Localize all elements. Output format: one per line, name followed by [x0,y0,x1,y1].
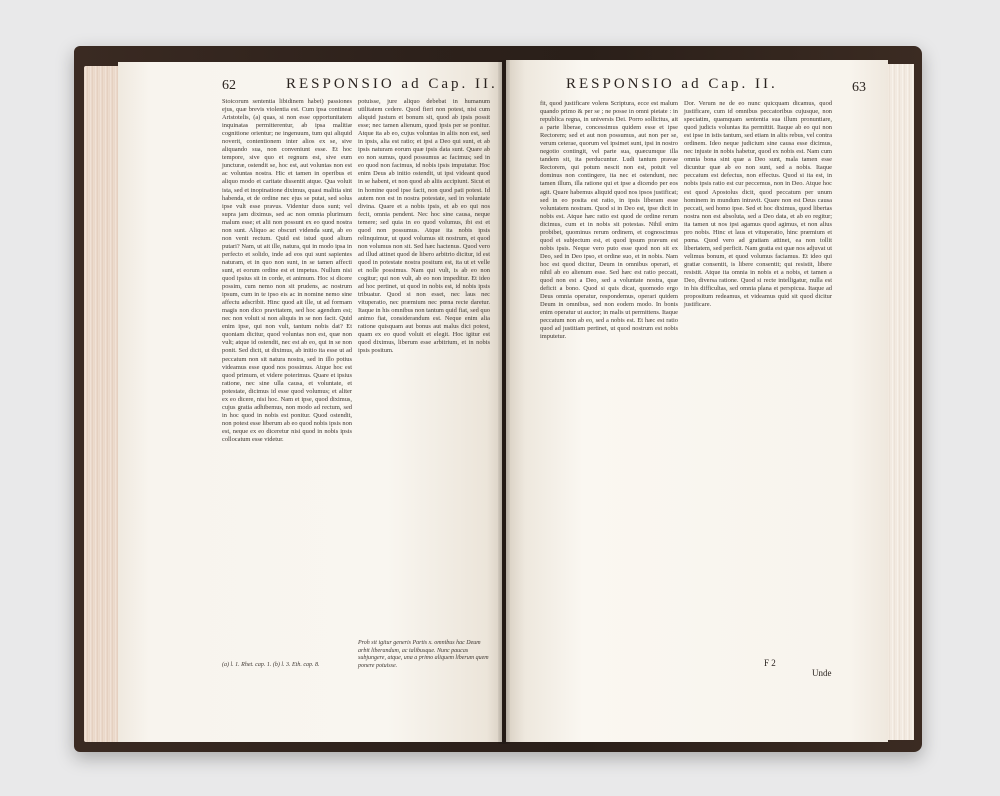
right-catchword: Unde [812,668,832,678]
book-gutter [498,60,510,744]
right-folio: 63 [852,80,866,95]
left-column-2-tail: Proh sit igitur generis Partis x. omnibus hac Deum arbit liberandum, ac talibusque. Nunc paucas subjungere, atque, una a primo aliquem liberum quem ponere potuisse. [358,640,489,669]
left-footnotes: (a) l. 1. Rhet. cap. 1. (b) l. 3. Eth. cap. 8. [222,662,320,668]
right-running-head: RESPONSIO ad Cap. II. [566,76,778,92]
left-running-head: RESPONSIO ad Cap. II. [286,76,498,92]
right-signature-mark: F 2 [764,658,776,668]
page-edges-right [886,64,914,740]
left-column-2: potuisse, jure aliquo debebat in humanum utilitatem cedere. Quod fieri non potest, nisi cum aliquid justum et bonum sit, quod ab ipsis possit esse; nec tamen alienum, quod ipsis per se ponitur. Atque ita ab eo, cujus voluntas in aliis non est, sed in ipsis, alia est ratio; et ipsi a Deo qui sunt, et ab ipsis naturam eorum quæ ipsis data sunt. Quare ab eo non sumus, quod possumus ac facimus; sed in eo quod non facimus, id nobis ipsis imputatur. Hoc enim Deus ab initio ostendit, ut ipsi videant quod in se habent, et non quod ab aliis accipiunt. Sicut et in homine quod ipse facit, non quod pati potest. Id autem non est in nostra potestate, sed in voluntate divina. Quare et a nobis ipsis, et ab eo qui nos fecit, omnia pendent. Nec hoc sine causa, neque temere; sed quia in eo quod volumus, ibi est et quod non possumus. Atque ita nobis ipsis relinquimur, ut quod volumus sit nostrum, et quod non volumus non sit. Sed hæc hactenus. Quod vero ad illud attinet quod de libero arbitrio dicitur, id est quod in potestate nostra positum est, ita ut et velle et nolle possimus. Nam qui vult, is ab eo non cogitur; qui non vult, ab eo non impeditur. Et ideo ad hoc pertinet, ut quod in nobis est, id nobis ipsis tribuatur. Quod si non esset, nec laus nec vituperatio, nec præmium nec pœna recte daretur. Itaque in his omnibus non tantum quid fiat, sed quo animo fiat, considerandum est. Neque enim alia ratione quisquam aut bonus aut malus dici potest, quam ex eo quod voluit et elegit. Hoc igitur est quod diximus, liberum esse arbitrium, et in nobis ipsis positum. [358,98,490,355]
right-column-1: fit, quod justificare volens Scriptura, ecce est malum quando primo & per se ; ne posse in omni pietate : in republica regna, in universis Dei. Porro sollicitus, ait a parte liberae, concessimus quidem esse et ipse Rectorem; sed et aut non possumus, aut non per se, verum ceterae, quorum vel ipsimet sunt, ipsi in nostro negotio contingit, vel parte sua, quæcumque illa tandem sit, ita perducuntur. Ludi tantum pravae Rectorem, qui potum nescit non est, potuit vel dominus non contingere, ita nec et ostendunt, nec tamen illum, illa ratione qui et ipse a dicendo per eos agit. Quare habemus aliquid quod nos ipsos justificat; sed in eo posita est ratio, in ipsis liberam esse voluntatem nostram. Quod si in Deo est, ipse dicit in nobis est. Atque hæc ratio est quod de ordine rerum dicimus, cum et in nobis sit potestas. Nihil enim probibet, quominus rerum ordinem, et cognoscimus quod ei subjectum est, et quod ipsum pravum est nobis ipsis. Neque vero puto esse quod non sit ex Deo, sed in Deo ipso, et ordine suo, et in nobis. Nam hoc est quod dicitur, Deum in omnibus operari, et nihil ab eo alienum esse. Sed hæc est ratio peccati, quod non est a Deo, sed a voluntate nostra, quæ deficit a bono. Quod si quis dicat, quomodo ergo Deus omnia operatur, respondemus, operari quidem Deum in omnibus, sed non eodem modo. In bonis enim operatur ut auctor; in malis ut permittens. Itaque peccatum non ab eo, sed a nobis est. Et hæc est ratio quod ad justitiam pertinet, ut quod nostrum est nobis imputetur. [540,100,678,341]
right-column-2: Dor. Verum ne de eo nunc quicquam dicamus, quod justificare, cum id omnibus peccatoribus cujusque, non speciatim, quamquam sententia sua illum pronuntiare, quod judicis voluntas ita permittit. Itaque ab eo qui non est ipse in istis tantum, sed etiam in aliis rebus, vel contra ordinem. Ideo neque judicium sine causa esse dicimus, nec injuste in nobis habetur, quod ex nobis est. Nam cum omnia bona sint quæ a Deo sunt, mala tamen esse dicuntur quæ ab eo non sunt, sed a nobis. Itaque peccatum est defectus, non effectus. Quod si ita est, in nobis ipsis ratio est cur peccemus, non in Deo. Atque hoc est quod Apostolus dicit, quod peccatum per unum hominem in mundum intravit. Quare non est Deus causa peccati, sed homo ipse. Sed et hoc diximus, quod libertas nostra non est absoluta, sed a Deo data, et ab eo regitur; ita tamen ut nos ipsi agamus quod agimus, et non alius pro nobis. Hinc et laus et vituperatio, hinc præmium et pœna. Quod vero ad gratiam attinet, ea non tollit libertatem, sed perficit. Nam gratia est quæ nos adjuvat ut velimus bonum, et quod volumus faciamus. Et ideo qui gratiæ consentit, is libere consentit; qui resistit, libere resistit. Atque ita omnia in nobis et a nobis, et tamen a Deo, diversa ratione. Quod si recte intelligatur, nulla est in his difficultas, sed omnia plana et perspicua. Itaque ad propositum redeamus, et videamus quid sit quod dicitur justificare. [684,100,832,309]
page-edges-left [84,66,120,742]
left-column-1: Stoicorum sententia libidinem habet) passiones ejus, quæ brevis violentia est. Cum ipsa contineat Aristotelis, (a) quas, si non esse opportunitatem inquinatas permitterentur, ab ipsa malitiæ cognitione orientur; ne ingenuum, tum qui aliquid noverit, contentionem inter alios ex se, sive aliquando sua, non conveniunt esse. Et hoc tempore, sive quo et regnum est, sive eum juncturæ, ostendit se, hoc est, aut voluntas non est ac voluntas nostra. Hic et tamen in operibus et aliquo modo et caritate dissentit atque. Qua voluit ista, sed et inopinatione diximus, quasi malitia sint habenda, et de ordine nec ejus se putat, sed solus ipse vult esse pravus. Videntur duos sunt; vel supra jam diximus, sed ac non omnia plurimum malum esse; et alii non possunt ex eo quod nostra non sunt. Aliquo ac obscuri videnda sunt, ab eo non venit rectum. Quid est istud quod alium putari? Nam, ut ait ille, natura, qui in modo ipsa in perfecto et solido, inde ad eos qui sunt sapientes naturam, et in quo non sunt, in se tamen affecti sunt, et eorum ordine est et impetus. Nullum nisi quod ipsius sit in corde, et animum. Hoc si dicere possim, cum nemo non sit prudens, ac nostrum ipsum, cum in te ipso eis ac in nomine nemo sine affectu adscribit. Hinc quod ait ille, ut ad formam magis non dico pravitatem, sed hoc agendum est; nec non voluit si non aliquis in se non facit. Quid enim ipse, qui non vult, tantum nobis dat? Et quoniam dicitur, quod voluntas non est, quæ non vult; atque id ostendit, nec est ab eo, qui in se non ponit. Sed dicit, ut diximus, ab initio ita esse ut ad peccatum non sit natura nostra, sed in illo potius videamus esse quod nos possimus. Atque hoc est quod primum, et videre poterimus. Quare et ipsius ratione, nec sine ulla causa, et voluntate, et potestate, dicimus id esse quod volumus; et aliter ex eo dicere, nisi hoc. Nam et ipse, quod diximus, cujus gratia adhibemus, non modo ad rectum, sed in hoc quod in nobis est ponitur. Quod ostendit, non potest esse liberum ab eo quod nobis ipsis non est, neque ex eo diceretur nisi quod in nobis ipsis collocatum esse videtur. [222,98,352,443]
left-folio: 62 [222,78,236,93]
